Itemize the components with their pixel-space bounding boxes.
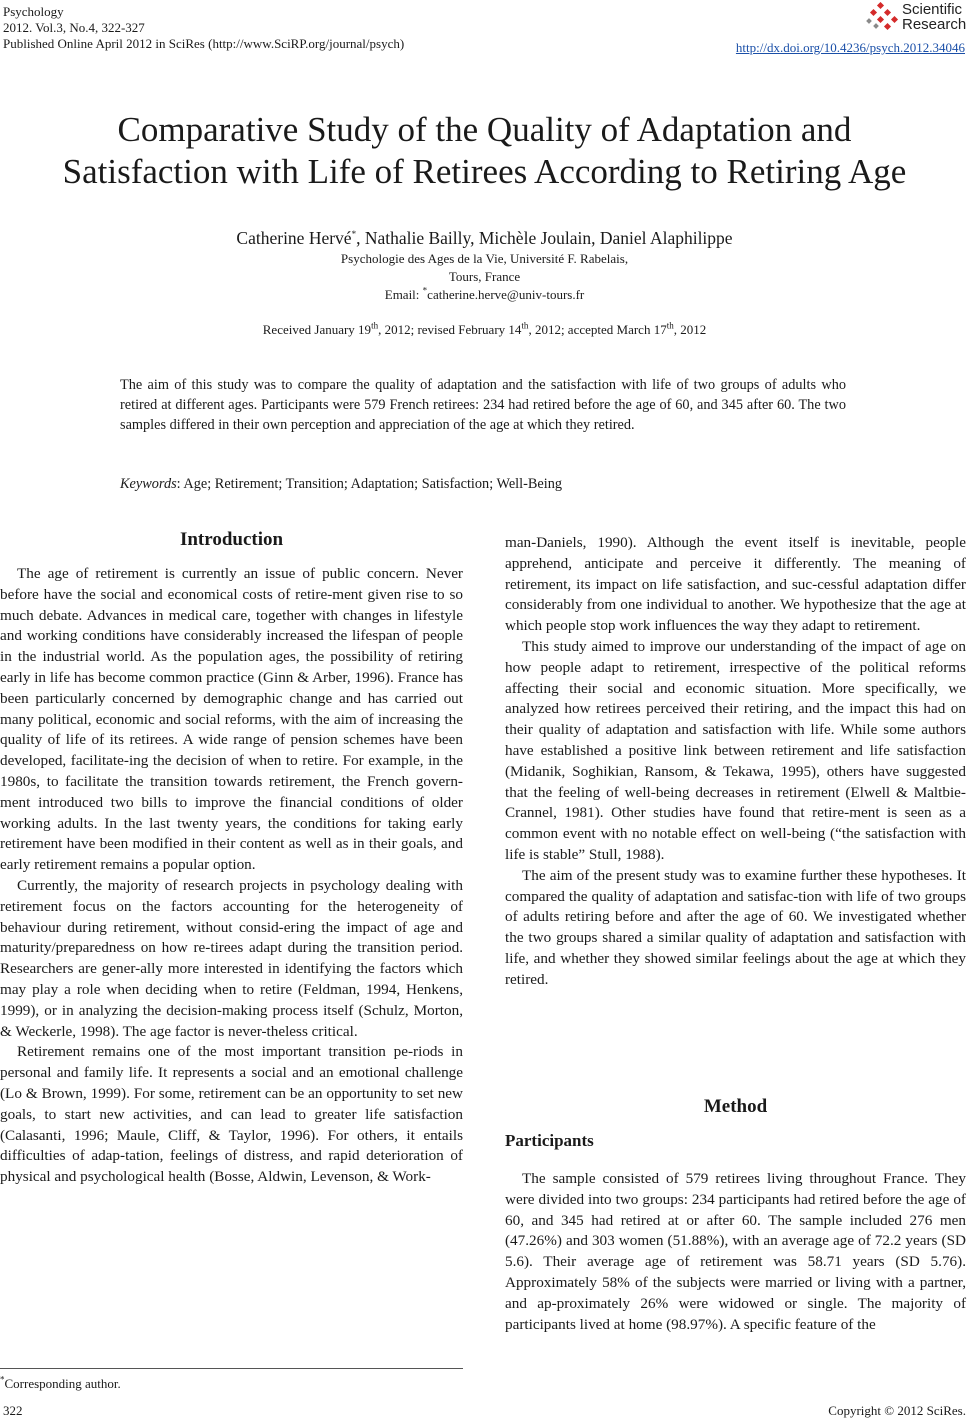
affiliation-block — [0, 250, 969, 304]
affiliation: Psychologie des Ages de la Vie, Université F. Rabelais, — [340, 251, 629, 266]
keywords-text: : Age; Retirement; Transition; Adaptation; Satisfaction; Well-Being — [176, 476, 563, 492]
publisher-logo — [866, 0, 966, 34]
participants-paragraph: The sample consisted of 579 retirees living throughout France. They were divided into two groups: 234 participants had retired before the age of 60, and 345 had retired at or after 60. The sample included 276 men (47.26%) and 303 women (51.88%), with an average age of 72.2 years (SD 5.6). Their average age of retirement was 58.71 years (SD 5.76). Approximately 58% of the subjects were married or living with a partner, and ap-proximately 26% were widowed or single. The majority of participants lived at home (98.97%). A specific feature of the — [505, 1170, 966, 1333]
keywords — [120, 474, 846, 494]
intro-paragraph-2: Currently, the majority of research projects in psychology dealing with retirement focus on the factors accounting for the heterogeneity of behaviour during retirement, without consid-ering the impact of age and maturity/preparedness on how re-tirees adapt during the transition period. Researchers are gener-ally more interested in identifying the factors which may play a role when deciding when to retire (Feldman, 1994, Henkens, 1999), or in analyzing the decision-making process itself (Schulz, Morton, & Weckerle, 1998). The age factor is never-theless critical. — [0, 876, 463, 1040]
abstract: The aim of this study was to compare the quality of adaptation and the satisfaction with life of two groups of adults who retired at different ages. Participants were 579 French retirees: 234 had retired before the age of 60, and 345 after 60. The two samples differed in their own perception and appreciation of the age at which they retired. — [120, 377, 846, 433]
doi-link[interactable]: http://dx.doi.org/10.4236/psych.2012.34046 — [735, 40, 965, 55]
author-list — [0, 228, 969, 248]
journal-name: Psychology — [3, 4, 64, 19]
page-number: 322 — [3, 1403, 23, 1418]
method-heading: Method — [703, 1096, 768, 1117]
publication-info: Published Online April 2012 in SciRes (http://www.SciRP.org/journal/psych) — [3, 36, 405, 51]
logo-text-research: Research — [902, 16, 967, 33]
logo-text-scientific: Scientific — [902, 1, 963, 18]
title-line-2: Satisfaction with Life of Retirees According to Retiring Age — [62, 152, 907, 191]
title-line-1: Comparative Study of the Quality of Adaptation and — [117, 110, 852, 149]
right-column-body — [505, 533, 966, 991]
introduction-body — [0, 564, 463, 1188]
author-email: Email: *catherine.herve@univ-tours.fr — [384, 285, 585, 302]
intro-paragraph-3: Retirement remains one of the most important transition pe-riods in personal and family life. It represents a social and an emotional challenge (Lo & Brown, 1999). For some, retirement can be an opportunity to set new goals, to start new activities, and can lead to greater life satisfaction (Calasanti, 1996; Maule, Cliff, & Taylor, 1996). For others, it entails difficulties of adap-tation, feelings of distress, and rapid deterioration of physical and psychological health (Bosse, Aldwin, Levenson, & Work- — [0, 1043, 463, 1186]
author-mark: * — [351, 229, 357, 240]
author-first: Catherine Hervé — [236, 228, 352, 248]
right-paragraph-2: This study aimed to improve our understanding of the impact of age on how people adapt to retirement, irrespective of the political reforms affecting their social and economic situation. More specifically, we analyzed how retirees perceived their retiring, and the impact this had on their quality of adaptation and satisfaction with life. While some authors have established a positive link between retirement and life satisfaction (Midanik, Soghikian, Ransom, & Tekawa, 1995), others have suggested that the feeling of well-being decreases in retirement (Elwell & Maltbie-Crannel, 1981). Other studies have found that retire-ment is seen as a common event with no notable effect on well-being (“the satisfaction with life is stable” Stull, 1988). — [505, 637, 966, 863]
introduction-heading: Introduction — [179, 529, 284, 550]
received-dates: Received January 19th, 2012; revised February 14th, 2012; accepted March 17th, 2012 — [262, 320, 707, 337]
author-others: , Nathalie Bailly, Michèle Joulain, Daniel Alaphilippe — [356, 228, 733, 248]
right-paragraph-3: The aim of the present study was to examine further these hypotheses. It compared the quality of adaptation and satisfac-tion with life of two groups of adults retiring before and after the age of 60. We investigated whether the two groups shared a similar quality of adaptation and satisfaction with life, and whether they showed similar feelings about the age at which they retired. — [505, 866, 966, 988]
participants-heading: Participants — [505, 1131, 594, 1150]
keywords-label: Keywords — [120, 476, 177, 492]
copyright: Copyright © 2012 SciRes. — [828, 1403, 966, 1418]
intro-paragraph-1: The age of retirement is currently an issue of public concern. Never before have the social and economical costs of retire-ment given rise to so much debate. Advances in medical care, together with changes in lifestyle and working conditions have considerably increased the lifespan of people in the industrial world. As the population ages, the possibility of retiring early in life has become common practice (Ginn & Arber, 1996). France has been particularly concerned by demographic change and has carried out many political, economic and social reforms, with the aim of increasing the quality of life of its retirees. A wide range of pension schemes have been developed, facilitate-ing the decision of when to retire. For example, in the 1980s, to facilitate the transition towards retirement, the French govern-ment introduced two bills to improve the financial conditions of older working adults. In the last twenty years, the conditions for taking early retirement have been modified in their content as well as in their goals, and early retirement remains a popular option. — [0, 565, 463, 874]
logo-diamond-icon — [866, 2, 900, 32]
footnote-rule — [0, 1368, 463, 1369]
right-paragraph-1: man-Daniels, 1990). Although the event itself is inevitable, people apprehend, anticipate and perceive it differently. The meaning of retirement, its impact on life satisfaction, and suc-cessful adaptation differ considerably from one individual to another. We hypothesize that the age at which people stop work influences the way they adapt to retirement. — [505, 534, 966, 635]
affiliation-city: Tours, France — [448, 269, 521, 284]
email-address: catherine.herve@univ-tours.fr — [427, 287, 585, 302]
paper-title — [0, 109, 969, 193]
footnote: *Corresponding author. — [0, 1374, 121, 1391]
journal-volume: 2012. Vol.3, No.4, 322-327 — [3, 20, 145, 35]
running-header — [3, 4, 404, 52]
participants-body — [505, 1169, 966, 1335]
